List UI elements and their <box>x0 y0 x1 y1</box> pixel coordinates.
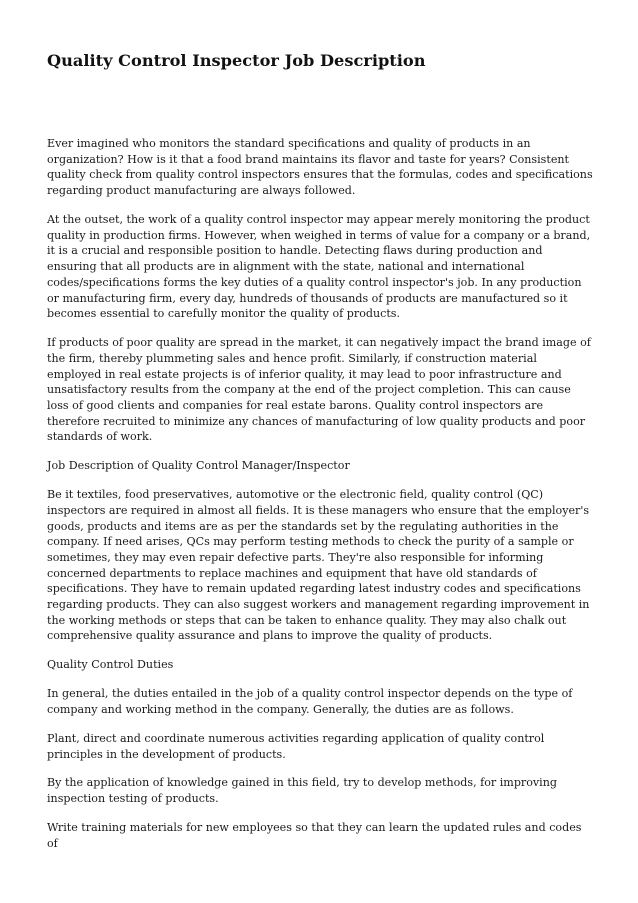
paragraph-qc-fields: Be it textiles, food preservatives, automotive or the electronic field, quality control (QC) inspectors are required in almost all fields. It is these managers who ensure that the employer's goods, products and items are as per the standards set by the regulating authorities in the company. If need arises, QCs may perform testing methods to check the purity of a sample or sometimes, they may even repair defective parts. They're also responsible for informing concerned departments to replace machines and equipment that have old standards of specifications. They have to remain updated regarding latest industry codes and specifications regarding products. They can also suggest workers and management regarding improvement in the working methods or steps that can be taken to enhance quality. They may also chalk out comprehensive quality assurance and plans to improve the quality of products. <box>47 488 590 643</box>
paragraph-outset: At the outset, the work of a quality control inspector may appear merely monitoring the product quality in production firms. However, when weighed in terms of value for a company or a brand, it is a crucial and responsible position to handle. Detecting flaws during production and ensuring that all products are in alignment with the state, national and international codes/specifications forms the key duties of a quality control inspector's job. In any production or manufacturing firm, every day, hundreds of thousands of products are manufactured so it becomes essential to carefully monitor the quality of products. <box>47 213 591 321</box>
paragraph-poor-quality: If products of poor quality are spread in the market, it can negatively impact the brand image of the firm, thereby plummeting sales and hence profit. Similarly, if construction material employed in real estate projects is of inferior quality, it may lead to poor infrastructure and unsatisfactory results from the company at the end of the project completion. This can cause loss of good clients and companies for real estate barons. Quality control inspectors are therefore recruited to minimize any chances of manufacturing of low quality products and poor standards of work. <box>47 336 591 444</box>
section-heading-job-description: Job Description of Quality Control Manager/Inspector <box>47 459 350 473</box>
document-page <box>47 50 593 865</box>
paragraph-duty-plan: Plant, direct and coordinate numerous activities regarding application of quality control principles in the development of products. <box>47 731 545 761</box>
paragraph-duty-methods: By the application of knowledge gained in this field, try to develop methods, for improving inspection testing of products. <box>47 776 557 806</box>
section-heading-duties: Quality Control Duties <box>47 658 174 672</box>
document-title: Quality Control Inspector Job Description <box>47 51 426 70</box>
paragraph-duties-general: In general, the duties entailed in the job of a quality control inspector depends on the type of company and working method in the company. Generally, the duties are as follows. <box>47 687 573 716</box>
paragraph-duty-training: Write training materials for new employees so that they can learn the updated rules and codes of <box>47 821 582 850</box>
document-body <box>47 136 593 851</box>
paragraph-intro: Ever imagined who monitors the standard specifications and quality of products in an organization? How is it that a food brand maintains its flavor and taste for years? Consistent quality check from quality control inspectors ensures that the formulas, codes and specifications regarding product manufacturing are always followed. <box>47 137 593 198</box>
